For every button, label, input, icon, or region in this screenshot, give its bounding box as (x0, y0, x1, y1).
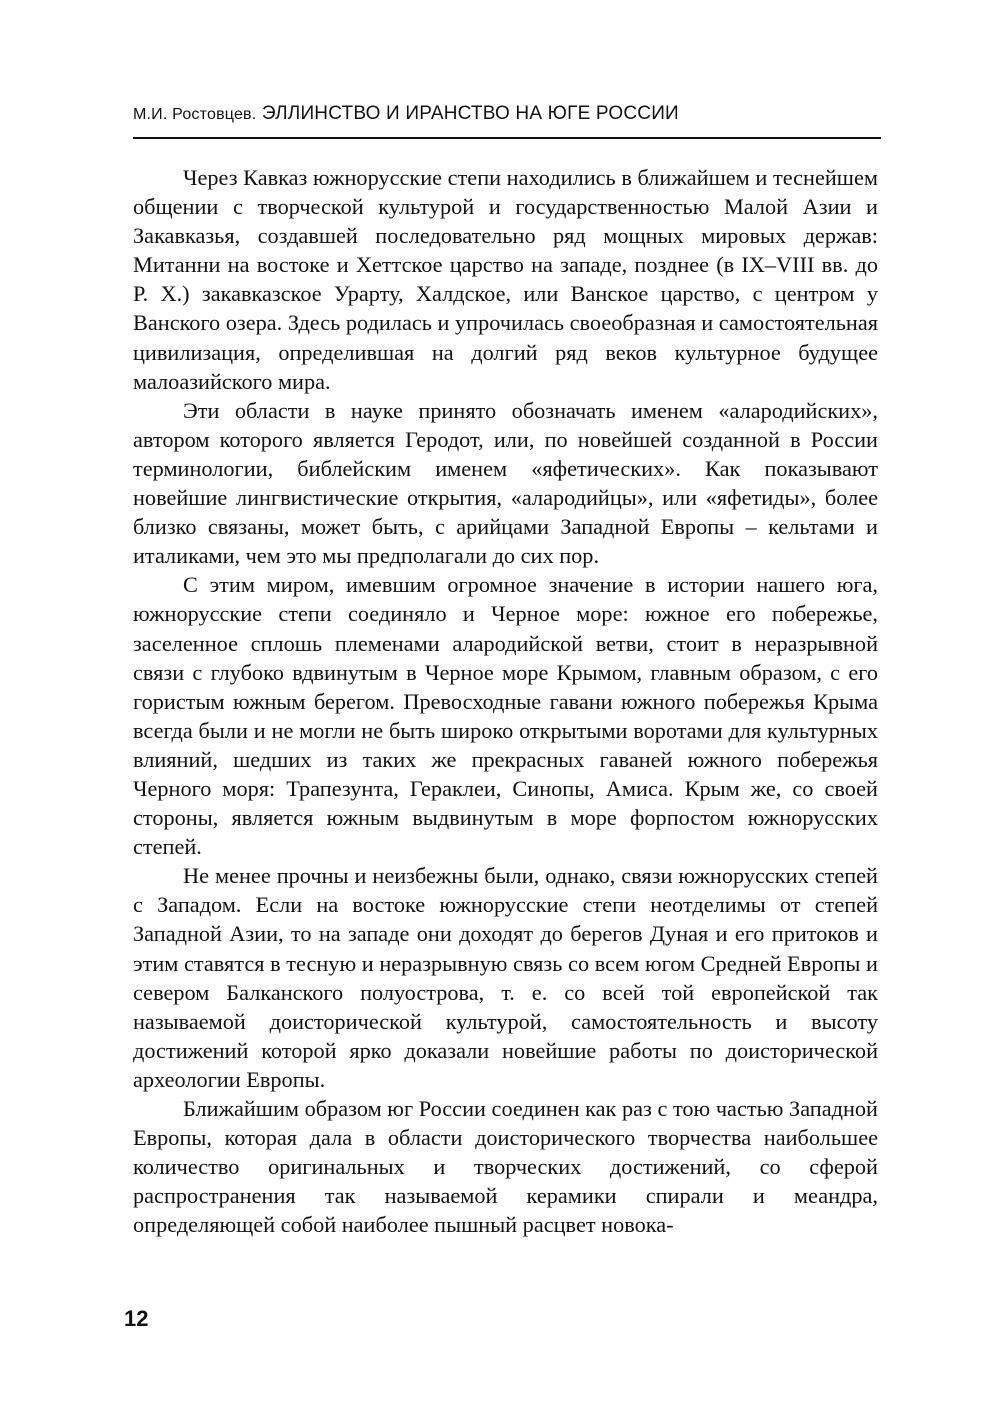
header-title: ЭЛЛИНСТВО И ИРАНСТВО НА ЮГЕ РОССИИ (261, 103, 679, 124)
header-rule (133, 137, 881, 139)
header-author: М.И. Ростовцев. (133, 106, 257, 123)
paragraph: Не менее прочны и неизбежны были, однако, связи южнорусских степей с Западом. Если на востоке южнорусские степи неотделимы от степей Западной Азии, то на западе они доходят до берегов Дуная и его притоков и этим ставятся в тесную и неразрывную связь со всем югом Средней Европы и севером Балканского полуострова, т. е. со всей той европейской так называемой доисторической культурой, самостоятельность и высоту достижений которой ярко доказали новейшие работы по доисторической археологии Европы. (133, 863, 878, 1092)
page-number: 12 (124, 1306, 149, 1331)
paragraph: С этим миром, имевшим огромное значение в истории нашего юга, южнорусские степи соединяло и Черное море: южное его побережье, заселенное сплошь племенами алародийской ветви, стоит в неразрывной связи с глубоко вдвинутым в Черное море Крымом, главным образом, с его гористым южным берегом. Превосходные гавани южного побережья Крыма всегда были и не могли не быть широко открытыми воротами для культурных влияний, шедших из таких же прекрасных гаваней южного побережья Черного моря: Трапезунта, Гераклеи, Синопы, Амиса. Крым же, со своей стороны, является южным выдвинутым в море форпостом южнорусских степей. (133, 572, 878, 860)
paragraph: Ближайшим образом юг России соединен как раз с тою частью Западной Европы, которая дала в области доисторического творчества наибольшее количество оригинальных и творческих достижений, со сферой распространения так называемой керамики спирали и меандра, определяющей собой наиболее пышный расцвет новока- (133, 1096, 878, 1238)
body-text (133, 163, 878, 1239)
running-header (133, 103, 878, 125)
paragraph: Через Кавказ южнорусские степи находились в ближайшем и теснейшем общении с творческой культурой и государственностью Малой Азии и Закавказья, создавшей последовательно ряд мощных мировых держав: Митанни на востоке и Хеттское царство на западе, позднее (в IX–VIII вв. до Р. Х.) закавказское Урарту, Халдское, или Ванское царство, с центром у Ванского озера. Здесь родилась и упрочилась своеобразная и самостоятельная цивилизация, определившая на долгий ряд веков культурное будущее малоазийского мира. (133, 165, 878, 394)
paragraph: Эти области в науке принято обозначать именем «алародийских», автором которого является Геродот, или, по новейшей созданной в России терминологии, библейским именем «яфетических». Как показывают новейшие лингвистические открытия, «алародийцы», или «яфетиды», более близко связаны, может быть, с арийцами Западной Европы – кельтами и италиками, чем это мы предполагали до сих пор. (133, 397, 878, 569)
